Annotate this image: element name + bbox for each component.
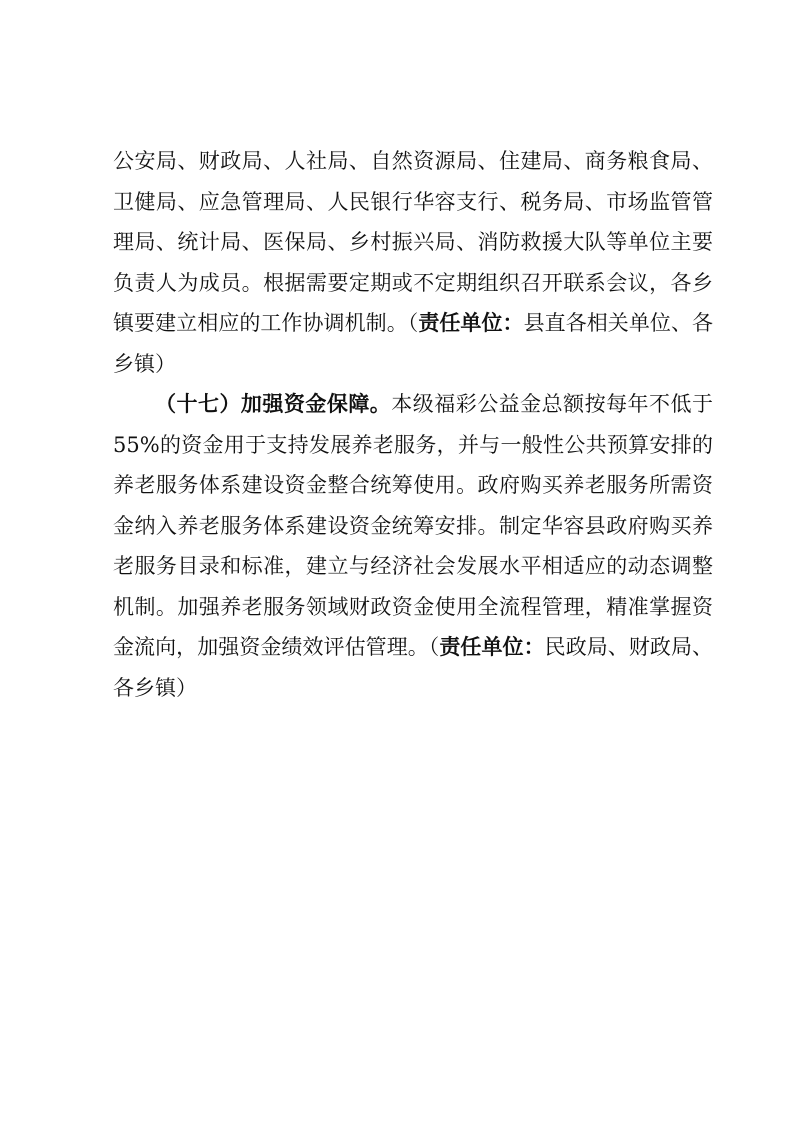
paragraph-1-text: 公安局、财政局、人社局、自然资源局、住建局、商务粮食局、卫健局、应急管理局、人民银行华容支行、税务局、市场监管管理局、统计局、医保局、乡村振兴局、消防救援大队等单位主要负责人为成员。根据需要定期或不定期组织召开联系会议，各乡镇要建立相应的工作协调机制。（ <box>113 149 713 335</box>
section-heading: （十七）加强资金保障。 <box>155 392 392 416</box>
responsibility-units: 民政局、财政局、各乡镇） <box>113 635 714 700</box>
paragraph-2-text: 本级福彩公益金总额按每年不低于55%的资金用于支持发展养老服务，并与一般性公共预算安排的养老服务体系建设资金整合统筹使用。政府购买养老服务所需资金纳入养老服务体系建设资金统筹安排。制定华容县政府购买养老服务目录和标准，建立与经济社会发展水平相适应的动态调整机制。加强养老服务领域财政资金使用全流程管理，精准掌握资金流向，加强资金绩效评估管理。（ <box>113 392 713 659</box>
paragraph-1 <box>113 141 713 384</box>
paragraph-2 <box>113 384 713 708</box>
responsibility-label: 责任单位： <box>439 635 545 659</box>
document-body <box>113 141 713 708</box>
responsibility-label: 责任单位： <box>418 311 524 335</box>
responsibility-units: 县直各相关单位、各乡镇） <box>113 311 714 376</box>
